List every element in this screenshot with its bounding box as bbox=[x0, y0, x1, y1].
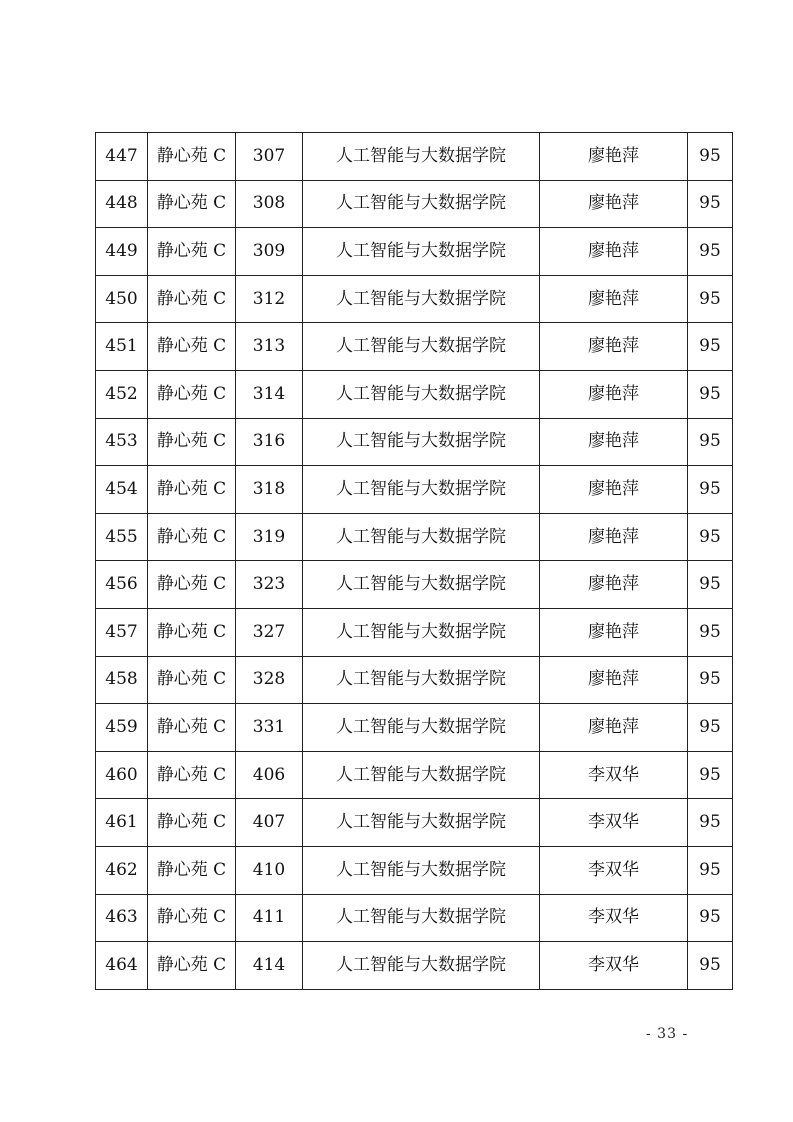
room-number-cell: 328 bbox=[236, 656, 303, 704]
dormitory-score-table bbox=[95, 132, 733, 990]
table-row bbox=[96, 942, 733, 990]
score-cell: 95 bbox=[688, 466, 733, 514]
college-cell: 人工智能与大数据学院 bbox=[303, 751, 540, 799]
staff-name-cell: 廖艳萍 bbox=[540, 370, 688, 418]
room-number-cell: 318 bbox=[236, 466, 303, 514]
row-number-cell: 461 bbox=[96, 799, 148, 847]
row-number-cell: 454 bbox=[96, 466, 148, 514]
score-cell: 95 bbox=[688, 561, 733, 609]
staff-name-cell: 廖艳萍 bbox=[540, 323, 688, 371]
score-cell: 95 bbox=[688, 228, 733, 276]
staff-name-cell: 李双华 bbox=[540, 942, 688, 990]
room-number-cell: 406 bbox=[236, 751, 303, 799]
room-number-cell: 319 bbox=[236, 513, 303, 561]
room-number-cell: 308 bbox=[236, 180, 303, 228]
row-number-cell: 463 bbox=[96, 894, 148, 942]
table-row bbox=[96, 370, 733, 418]
score-cell: 95 bbox=[688, 133, 733, 181]
staff-name-cell: 廖艳萍 bbox=[540, 275, 688, 323]
staff-name-cell: 李双华 bbox=[540, 846, 688, 894]
college-cell: 人工智能与大数据学院 bbox=[303, 561, 540, 609]
table-row bbox=[96, 323, 733, 371]
building-cell: 静心苑 C bbox=[148, 751, 236, 799]
room-number-cell: 323 bbox=[236, 561, 303, 609]
row-number-cell: 455 bbox=[96, 513, 148, 561]
building-cell: 静心苑 C bbox=[148, 133, 236, 181]
staff-name-cell: 李双华 bbox=[540, 894, 688, 942]
college-cell: 人工智能与大数据学院 bbox=[303, 133, 540, 181]
room-number-cell: 407 bbox=[236, 799, 303, 847]
table-row bbox=[96, 180, 733, 228]
score-cell: 95 bbox=[688, 751, 733, 799]
college-cell: 人工智能与大数据学院 bbox=[303, 799, 540, 847]
building-cell: 静心苑 C bbox=[148, 228, 236, 276]
college-cell: 人工智能与大数据学院 bbox=[303, 370, 540, 418]
building-cell: 静心苑 C bbox=[148, 513, 236, 561]
college-cell: 人工智能与大数据学院 bbox=[303, 656, 540, 704]
college-cell: 人工智能与大数据学院 bbox=[303, 180, 540, 228]
staff-name-cell: 廖艳萍 bbox=[540, 466, 688, 514]
score-cell: 95 bbox=[688, 418, 733, 466]
row-number-cell: 451 bbox=[96, 323, 148, 371]
row-number-cell: 448 bbox=[96, 180, 148, 228]
room-number-cell: 313 bbox=[236, 323, 303, 371]
table-row bbox=[96, 513, 733, 561]
building-cell: 静心苑 C bbox=[148, 466, 236, 514]
row-number-cell: 464 bbox=[96, 942, 148, 990]
college-cell: 人工智能与大数据学院 bbox=[303, 846, 540, 894]
table-row bbox=[96, 846, 733, 894]
room-number-cell: 410 bbox=[236, 846, 303, 894]
room-number-cell: 414 bbox=[236, 942, 303, 990]
room-number-cell: 331 bbox=[236, 704, 303, 752]
score-cell: 95 bbox=[688, 180, 733, 228]
building-cell: 静心苑 C bbox=[148, 656, 236, 704]
college-cell: 人工智能与大数据学院 bbox=[303, 466, 540, 514]
building-cell: 静心苑 C bbox=[148, 846, 236, 894]
room-number-cell: 327 bbox=[236, 608, 303, 656]
building-cell: 静心苑 C bbox=[148, 942, 236, 990]
staff-name-cell: 廖艳萍 bbox=[540, 133, 688, 181]
table-body bbox=[96, 133, 733, 990]
table-row bbox=[96, 751, 733, 799]
building-cell: 静心苑 C bbox=[148, 180, 236, 228]
table-row bbox=[96, 133, 733, 181]
table-row bbox=[96, 608, 733, 656]
row-number-cell: 449 bbox=[96, 228, 148, 276]
college-cell: 人工智能与大数据学院 bbox=[303, 608, 540, 656]
score-cell: 95 bbox=[688, 323, 733, 371]
building-cell: 静心苑 C bbox=[148, 799, 236, 847]
table-row bbox=[96, 418, 733, 466]
table-row bbox=[96, 561, 733, 609]
row-number-cell: 450 bbox=[96, 275, 148, 323]
college-cell: 人工智能与大数据学院 bbox=[303, 513, 540, 561]
staff-name-cell: 廖艳萍 bbox=[540, 418, 688, 466]
score-cell: 95 bbox=[688, 656, 733, 704]
room-number-cell: 411 bbox=[236, 894, 303, 942]
staff-name-cell: 廖艳萍 bbox=[540, 180, 688, 228]
row-number-cell: 453 bbox=[96, 418, 148, 466]
staff-name-cell: 廖艳萍 bbox=[540, 561, 688, 609]
score-cell: 95 bbox=[688, 513, 733, 561]
staff-name-cell: 廖艳萍 bbox=[540, 704, 688, 752]
room-number-cell: 314 bbox=[236, 370, 303, 418]
staff-name-cell: 廖艳萍 bbox=[540, 608, 688, 656]
row-number-cell: 452 bbox=[96, 370, 148, 418]
building-cell: 静心苑 C bbox=[148, 275, 236, 323]
staff-name-cell: 廖艳萍 bbox=[540, 513, 688, 561]
table-row bbox=[96, 466, 733, 514]
row-number-cell: 460 bbox=[96, 751, 148, 799]
college-cell: 人工智能与大数据学院 bbox=[303, 704, 540, 752]
dormitory-table-wrapper bbox=[95, 132, 733, 990]
table-row bbox=[96, 799, 733, 847]
building-cell: 静心苑 C bbox=[148, 608, 236, 656]
row-number-cell: 457 bbox=[96, 608, 148, 656]
table-row bbox=[96, 704, 733, 752]
building-cell: 静心苑 C bbox=[148, 894, 236, 942]
room-number-cell: 316 bbox=[236, 418, 303, 466]
row-number-cell: 458 bbox=[96, 656, 148, 704]
building-cell: 静心苑 C bbox=[148, 561, 236, 609]
staff-name-cell: 廖艳萍 bbox=[540, 228, 688, 276]
room-number-cell: 312 bbox=[236, 275, 303, 323]
row-number-cell: 447 bbox=[96, 133, 148, 181]
college-cell: 人工智能与大数据学院 bbox=[303, 418, 540, 466]
table-row bbox=[96, 656, 733, 704]
score-cell: 95 bbox=[688, 608, 733, 656]
table-row bbox=[96, 894, 733, 942]
building-cell: 静心苑 C bbox=[148, 370, 236, 418]
table-row bbox=[96, 228, 733, 276]
score-cell: 95 bbox=[688, 894, 733, 942]
score-cell: 95 bbox=[688, 370, 733, 418]
building-cell: 静心苑 C bbox=[148, 323, 236, 371]
college-cell: 人工智能与大数据学院 bbox=[303, 228, 540, 276]
room-number-cell: 307 bbox=[236, 133, 303, 181]
score-cell: 95 bbox=[688, 275, 733, 323]
college-cell: 人工智能与大数据学院 bbox=[303, 894, 540, 942]
building-cell: 静心苑 C bbox=[148, 418, 236, 466]
score-cell: 95 bbox=[688, 704, 733, 752]
row-number-cell: 456 bbox=[96, 561, 148, 609]
staff-name-cell: 廖艳萍 bbox=[540, 656, 688, 704]
row-number-cell: 462 bbox=[96, 846, 148, 894]
staff-name-cell: 李双华 bbox=[540, 751, 688, 799]
staff-name-cell: 李双华 bbox=[540, 799, 688, 847]
room-number-cell: 309 bbox=[236, 228, 303, 276]
score-cell: 95 bbox=[688, 942, 733, 990]
row-number-cell: 459 bbox=[96, 704, 148, 752]
score-cell: 95 bbox=[688, 799, 733, 847]
college-cell: 人工智能与大数据学院 bbox=[303, 275, 540, 323]
building-cell: 静心苑 C bbox=[148, 704, 236, 752]
table-row bbox=[96, 275, 733, 323]
score-cell: 95 bbox=[688, 846, 733, 894]
page-number: - 33 - bbox=[646, 1026, 689, 1042]
college-cell: 人工智能与大数据学院 bbox=[303, 323, 540, 371]
college-cell: 人工智能与大数据学院 bbox=[303, 942, 540, 990]
